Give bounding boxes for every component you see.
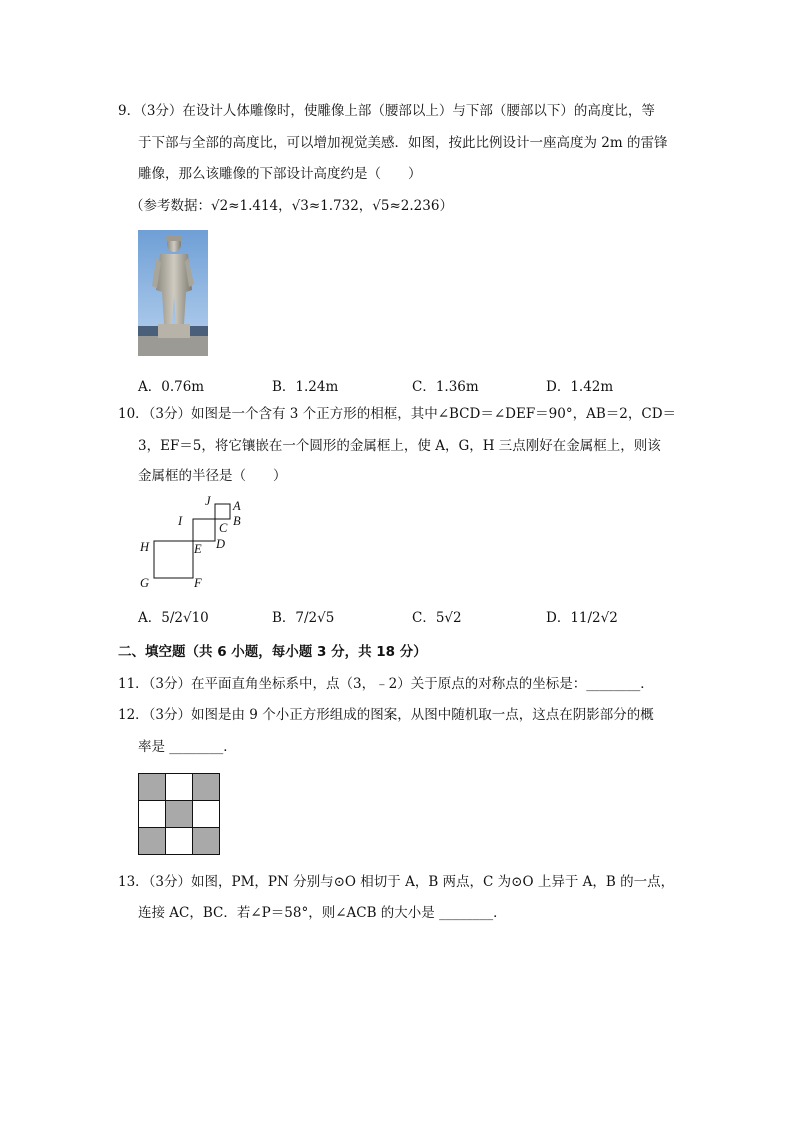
- q9-line-1: 9．（3分）在设计人体雕像时，使雕像上部（腰部以上）与下部（腰部以下）的高度比，等: [118, 103, 655, 119]
- label-c: C: [219, 521, 228, 535]
- q9-line-2: 于下部与全部的高度比，可以增加视觉美感．如图，按此比例设计一座高度为 2m 的雷锋: [138, 135, 668, 151]
- q10-option-c[interactable]: C．5√2: [412, 610, 462, 626]
- label-e: E: [194, 542, 202, 556]
- q10-option-b[interactable]: B．7/2√5: [272, 610, 335, 626]
- q9-reference-data: （参考数据：√2≈1.414，√3≈1.732，√5≈2.236）: [130, 198, 453, 214]
- q12-line-2: 率是 ________．: [138, 739, 237, 755]
- section-heading: 二、填空题（共 6 小题，每小题 3 分，共 18 分）: [118, 644, 427, 660]
- statue-photo: [138, 230, 208, 356]
- grid-cell-shaded: [139, 828, 166, 855]
- q12-line-1: 12．（3分）如图是由 9 个小正方形组成的图案，从图中随机取一点，这点在阴影部分的概: [118, 707, 654, 723]
- q9-option-b[interactable]: B．1.24m: [272, 379, 339, 395]
- grid-cell-blank: [166, 774, 193, 801]
- q9-option-a[interactable]: A．0.76m: [138, 379, 205, 395]
- grid-cell-shaded: [193, 828, 220, 855]
- q13-line-2: 连接 AC，BC．若∠P＝58°，则∠ACB 的大小是 ________．: [138, 905, 507, 921]
- q10-line-3: 金属框的半径是（ ）: [138, 468, 287, 484]
- label-j: J: [205, 494, 211, 508]
- q9-option-d[interactable]: D．1.42m: [546, 379, 614, 395]
- label-a: A: [233, 499, 241, 513]
- q10-option-a[interactable]: A．5/2√10: [138, 610, 209, 626]
- grid-cell-shaded: [139, 774, 166, 801]
- label-h: H: [140, 540, 150, 554]
- q9-line-3: 雕像，那么该雕像的下部设计高度约是（ ）: [138, 166, 422, 182]
- grid-cell-blank: [139, 801, 166, 828]
- q10-line-1: 10．（3分）如图是一个含有 3 个正方形的相框，其中∠BCD＝∠DEF＝90°，AB＝2，CD＝: [118, 406, 677, 422]
- label-i: I: [178, 514, 183, 528]
- q9-option-c[interactable]: C．1.36m: [412, 379, 479, 395]
- label-f: F: [194, 576, 202, 590]
- label-b: B: [233, 514, 241, 528]
- q13-line-1: 13．（3分）如图，PM，PN 分别与⊙O 相切于 A，B 两点，C 为⊙O 上异于 A，B 的一点，: [118, 874, 675, 890]
- grid-cell-shaded: [166, 801, 193, 828]
- grid-cell-blank: [166, 828, 193, 855]
- squares-figure: [136, 494, 248, 590]
- q11-text: 11．（3分）在平面直角坐标系中，点（3，﹣2）关于原点的对称点的坐标是：________．: [118, 676, 654, 692]
- grid-cell-blank: [193, 801, 220, 828]
- label-g: G: [140, 576, 150, 590]
- grid-cell-shaded: [193, 774, 220, 801]
- q10-option-d[interactable]: D．11/2√2: [546, 610, 618, 626]
- label-d: D: [216, 537, 226, 551]
- q12-grid: [138, 773, 220, 855]
- q10-line-2: 3，EF＝5，将它镶嵌在一个圆形的金属框上，使 A，G，H 三点刚好在金属框上，则该: [138, 438, 661, 454]
